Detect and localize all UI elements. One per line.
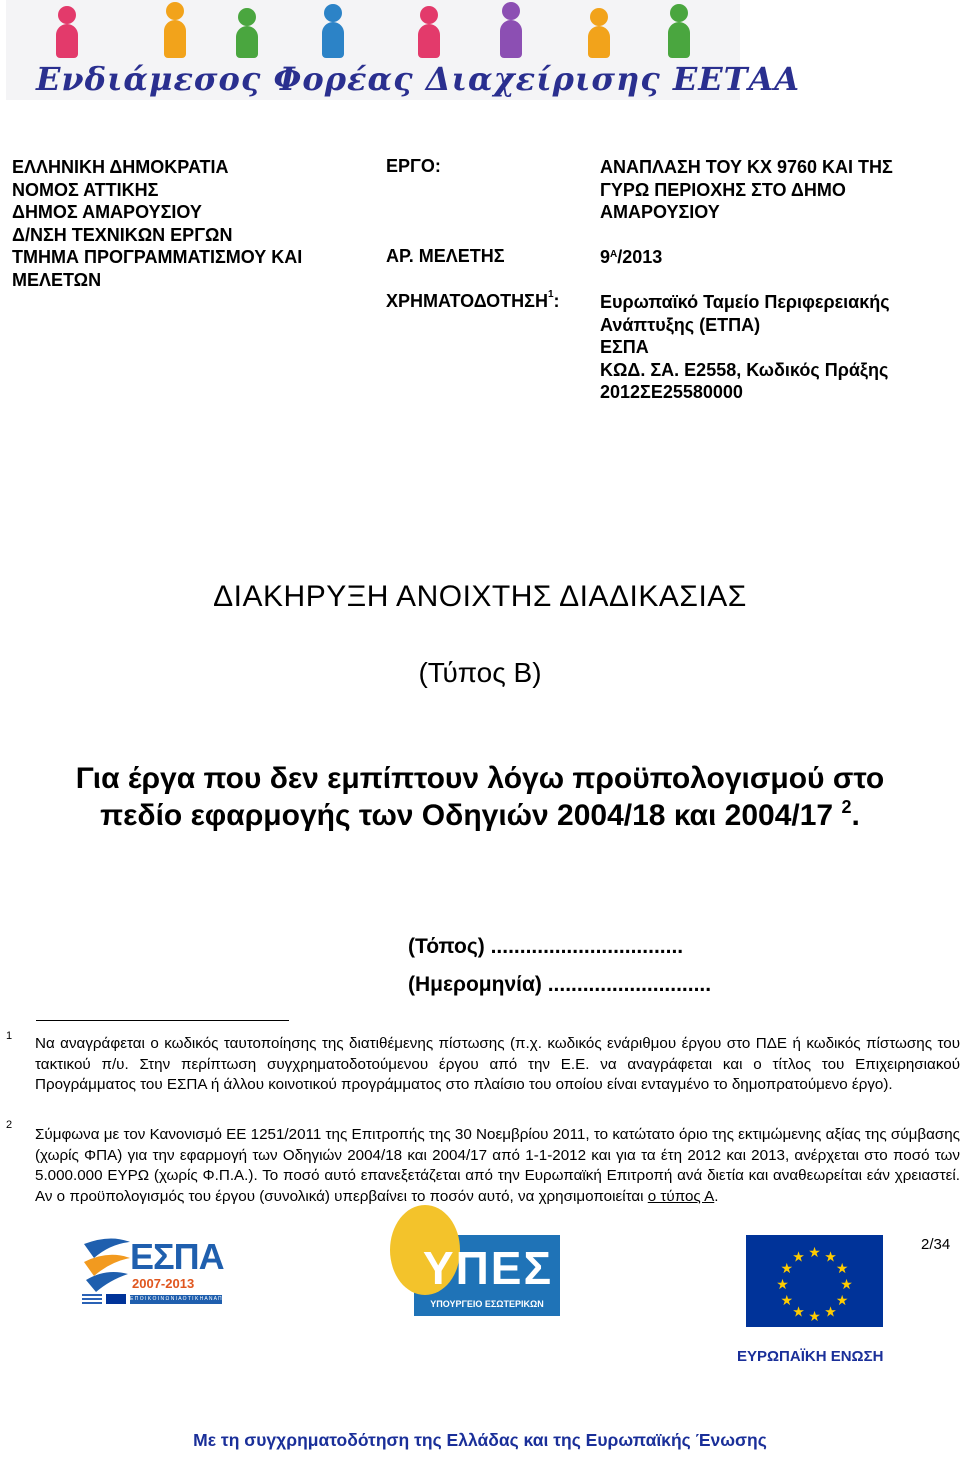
- ypes-subtitle: ΥΠΟΥΡΓΕΙΟ ΕΣΩΤΕΡΙΚΩΝ: [430, 1299, 544, 1309]
- svg-text:★: ★: [808, 1245, 821, 1261]
- person-icon: [238, 8, 256, 26]
- authority-line: ΝΟΜΟΣ ΑΤΤΙΚΗΣ: [12, 179, 159, 200]
- authority-block: [12, 156, 352, 291]
- funding-label: [386, 291, 560, 312]
- svg-text:★: ★: [780, 1261, 794, 1277]
- ypes-logo: [414, 1235, 560, 1316]
- study-label: ΑΡ. ΜΕΛΕΤΗΣ: [386, 246, 505, 266]
- type-a-link: ο τύπος Α: [647, 1187, 715, 1205]
- footnote-2: [35, 1125, 960, 1207]
- person-icon: [668, 22, 690, 58]
- funding-colon: :: [553, 291, 560, 311]
- person-icon: [166, 2, 184, 20]
- person-icon: [502, 2, 520, 20]
- footnote-1: Να αναγράφεται ο κωδικός ταυτοποίησης της διατιθέμενης πίστωσης (π.χ. κωδικός ενάριθμου έργου στο ΠΔΕ ή κωδικός πίστωσης του τακτικού π/υ. Στην περίπτωση συγχρηματοδοτούμενου έργου από την Ε.Ε. να αναγράφεται και ο τίτλος του Επιχειρησιακού Προγράμματος του ΕΣΠΑ ή άλλου κοινοτικού προγράμματος στο πλαίσιο του οποίου είναι ενταγμένο το δημοπρατούμενο έργο).: [35, 1035, 960, 1093]
- project-label: ΕΡΓΟ:: [386, 156, 441, 176]
- eu-flag-small-icon: [106, 1294, 126, 1304]
- footnote-number-2: 2: [6, 1119, 13, 1131]
- person-icon: [324, 4, 342, 22]
- footnote-2-end: .: [714, 1187, 719, 1205]
- person-icon: [588, 26, 610, 58]
- funding-label-text: ΧΡΗΜΑΤΟΔΟΤΗΣΗ: [386, 291, 548, 311]
- date-field: (Ημερομηνία) ............................: [408, 973, 712, 996]
- person-icon: [322, 22, 344, 58]
- espa-logo: [80, 1232, 241, 1306]
- svg-text:★: ★: [792, 1249, 805, 1266]
- scope-line-1: Για έργα που δεν εμπίπτουν λόγω προϋπολογισμού στο: [75, 762, 885, 795]
- footnote-2-text: Σύμφωνα με τον Κανονισμό ΕΕ 1251/2011 της Επιτροπής της 30 Νοεμβρίου 2011, το κατώτατο όριο της εκτιμώμενης αξίας της σύμβασης (χωρίς ΦΠΑ) για την εφαρμογή των Οδηγιών 2004/18 και 2004/17 από 1-1-2012 και για τα έτη 2012 και 2013, ανέρχεται στο ποσό των 5.000.000 ΕΥΡΩ (χωρίς Φ.Π.Α.). Το ποσό αυτό επανεξετάζεται από την Ευρωπαϊκή Επιτροπή ανά διετία και αναθεωρείται εάν χρειαστεί. Αν ο προϋπολογισμός του έργου (συνολικά) υπερβαίνει το ποσόν αυτό, να χρησιμοποιείται: [35, 1126, 960, 1205]
- scope-line-2: [0, 797, 960, 834]
- project-name-line: ΓΥΡΩ ΠΕΡΙΟΧΗΣ ΣΤΟ ΔΗΜΟ: [600, 179, 846, 200]
- document-title: ΔΙΑΚΗΡΥΞΗ ΑΝΟΙΧΤΗΣ ΔΙΑΔΙΚΑΣΙΑΣ: [213, 580, 747, 613]
- espa-tagline: Ε Π Ο Ι Κ Ο Ι Ν Ω Ν Ι Α Ο Τ Ι Κ Η Α Ν Α Π Τ Υ Ξ Η: [130, 1296, 241, 1302]
- funding-line: ΕΣΠΑ: [600, 337, 649, 357]
- svg-text:★: ★: [840, 1277, 853, 1293]
- cofinance-notice: Με τη συγχρηματοδότηση της Ελλάδας και της Ευρωπαϊκής Ένωσης: [193, 1430, 767, 1450]
- svg-text:★: ★: [835, 1261, 849, 1277]
- person-icon: [590, 8, 608, 26]
- espa-logo-text: ΕΣΠΑ: [130, 1236, 224, 1277]
- header-banner: [6, 0, 801, 100]
- footnote-number-1: 1: [6, 1030, 13, 1042]
- svg-text:★: ★: [835, 1293, 849, 1309]
- person-icon: [56, 24, 78, 58]
- funding-line: 2012ΣΕ25580000: [600, 382, 743, 402]
- svg-text:★: ★: [824, 1249, 837, 1266]
- authority-line: ΔΗΜΟΣ ΑΜΑΡΟΥΣΙΟΥ: [12, 202, 202, 222]
- person-icon: [236, 26, 258, 58]
- footnote-ref-2: 2: [841, 797, 852, 817]
- svg-text:★: ★: [776, 1277, 789, 1293]
- document-type: (Τύπος Β): [418, 657, 542, 688]
- authority-line: ΜΕΛΕΤΩΝ: [12, 269, 102, 290]
- eu-label: ΕΥΡΩΠΑΪΚΗ ΕΝΩΣΗ: [737, 1348, 884, 1365]
- footnote-ref-1: 1: [547, 289, 554, 300]
- ypes-logo-text: ΥΠΕΣ: [422, 1242, 554, 1294]
- svg-text:★: ★: [780, 1293, 794, 1309]
- person-icon: [500, 20, 522, 58]
- footnote-separator: [36, 1020, 289, 1021]
- study-number-value: 9: [600, 247, 611, 267]
- funding-line: Ευρωπαϊκό Ταμείο Περιφερειακής: [600, 292, 890, 312]
- study-year: /2013: [617, 247, 663, 267]
- place-field: (Τόπος) .................................: [408, 935, 684, 958]
- study-number: [600, 246, 662, 269]
- greek-flag-icon: [82, 1294, 102, 1304]
- svg-text:★: ★: [792, 1304, 805, 1321]
- authority-line: ΤΜΗΜΑ ΠΡΟΓΡΑΜΜΑΤΙΣΜΟΥ ΚΑΙ: [12, 247, 303, 267]
- funding-line: Ανάπτυξης (ΕΤΠΑ): [600, 314, 761, 335]
- document-scope: [0, 760, 960, 834]
- authority-line: Δ/ΝΣΗ ΤΕΧΝΙΚΩΝ ΕΡΓΩΝ: [12, 224, 233, 245]
- person-icon: [420, 6, 438, 24]
- eu-stars-icon: [746, 1235, 883, 1327]
- svg-text:★: ★: [824, 1304, 837, 1321]
- espa-years: 2007-2013: [132, 1276, 195, 1291]
- project-name-line: ΑΜΑΡΟΥΣΙΟΥ: [600, 202, 720, 222]
- person-icon: [418, 24, 440, 58]
- funding-line: ΚΩΔ. ΣΑ. Ε2558, Κωδικός Πράξης: [600, 359, 889, 380]
- study-number-sup: Α: [610, 249, 618, 260]
- funding-details: [600, 291, 890, 404]
- project-name-line: ΑΝΑΠΛΑΣΗ ΤΟΥ ΚΧ 9760 ΚΑΙ ΤΗΣ: [600, 157, 893, 177]
- scope-end: .: [851, 799, 860, 832]
- eu-flag: [746, 1235, 883, 1327]
- person-icon: [58, 6, 76, 24]
- banner-title: Ενδιάμεσος Φορέας Διαχείρισης ΕΕΤΑΑ: [36, 60, 801, 98]
- person-icon: [670, 4, 688, 22]
- authority-line: ΕΛΛΗΝΙΚΗ ΔΗΜΟΚΡΑΤΙΑ: [12, 157, 229, 177]
- person-icon: [164, 20, 186, 58]
- svg-text:★: ★: [808, 1309, 821, 1325]
- page-number: 2/34: [921, 1236, 951, 1253]
- project-name: [600, 156, 893, 224]
- scope-line-2-text: πεδίο εφαρμογής των Οδηγιών 2004/18 και 2004/17: [100, 799, 834, 832]
